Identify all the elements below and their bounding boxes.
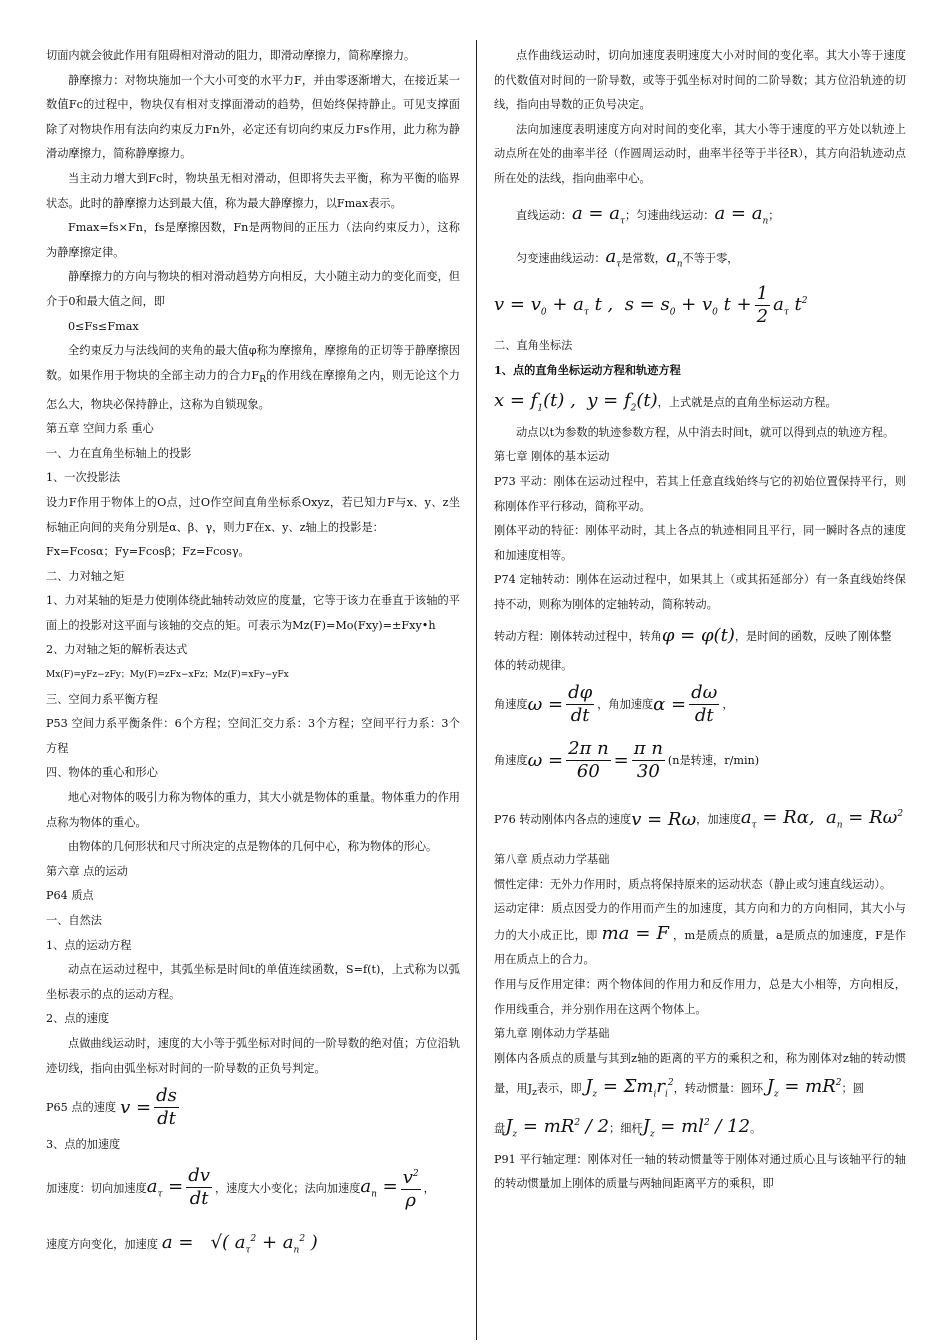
point-velocity-formula: P76 转动刚体内各点的速度 v = Rω ，加速度 $a_\tau = R\alpha$, $a_n = R\omega^2$: [494, 807, 904, 831]
paragraph: 1、力对某轴的矩是力使刚体绕此轴转动效应的度量，它等于该力在垂直于该轴的平面上的投影对这平面与该轴的交点的矩。可表示为Mz(F)=Mo(Fxy)=±Fxy•h: [46, 594, 460, 632]
formula-text: Mx(F)=yFz−zFy；My(F)=zFx−xFz；Mz(F)=xFy−yFx: [46, 670, 289, 681]
paragraph-newton: 运动定律：质点因受力的作用而产生的加速度，其方向和力的方向相同，其大小与力的大小成正比，即 ma = F ，m是质点的质量，a是质点的加速度，F是作用在质点上的合力。: [494, 902, 906, 967]
angular-speed-formula: 角速度 ω = $\frac{\text{2π n}}{60}$ = $\frac{\text{π n}}{30}$ (n是转速，r/min): [494, 737, 760, 782]
paragraph-moment-of-inertia: 刚体内各质点的质量与其到z轴的距离的平方的乘积之和，称为刚体对z轴的转动惯量，用$J_z$表示，即 $J_z = \Sigma m_ir_i^2$，转动惯量：圆环 $J_z = mR^2$；圆: [494, 1051, 906, 1101]
paragraph: 静摩擦力的方向与物块的相对滑动趋势方向相反，大小随主动力的变化而变，但介于0和最大值之间，即: [46, 270, 460, 308]
inequality: 0≤Fs≤Fmax: [68, 319, 139, 333]
column-divider: [476, 40, 477, 1340]
acceleration-formula: 加速度：切向加速度 $a_\tau$ = $\frac{dv}{dt}$ ，速度大小变化；法向加速度 $a_n$ = $\frac{v^2}{\rho}$ ，: [46, 1165, 435, 1212]
paragraph: 由物体的几何形状和尺寸所决定的点是物体的几何中心，称为物体的形心。: [68, 840, 438, 854]
paragraph: 点做曲线运动时，速度的大小等于弧坐标对时间的一阶导数的绝对值；方位沿轨迹切线，指向由弧坐标对时间的一阶导数的正负号判定。: [46, 1036, 460, 1075]
velocity-formula: P65 点的速度 v = $\frac{ds}{dt}$: [46, 1084, 177, 1129]
kinematic-equations: $v = v_0 + a_\tau$ t , $s = s_0 + v_0$ t + $\frac{1}{2}$ $a_\tau$ $t^2$: [494, 283, 808, 328]
paragraph: 地心对物体的吸引力称为物体的重力，其大小就是物体的重量。物体重力的作用点称为物体的重心。: [46, 791, 460, 829]
paragraph-rotation: P74 定轴转动：刚体在运动过程中，如果其上（或其拓延部分）有一条直线始终保持不动，则称为刚体的定轴转动，简称转动。: [494, 573, 906, 611]
paragraph: 当主动力增大到Fc时，物块虽无相对滑动，但即将失去平衡，称为平衡的临界状态。此时的静摩擦力达到最大值，称为最大静摩擦力，以Fmax表示。: [46, 171, 460, 210]
motion-types-formula: 直线运动： $a = a_\tau$ ；匀速曲线运动： $a = a_n$ ；: [516, 202, 780, 227]
angular-velocity-formula: 角速度 ω = $\frac{d\varphi}{dt}$ ，角加速度 α = $\frac{d\omega}{dt}$ ，: [494, 681, 734, 726]
section-heading: 二、直角坐标法: [494, 338, 573, 352]
chapter-heading: 第七章 刚体的基本运动: [494, 450, 610, 464]
rotation-equation: 转动方程：刚体转动过程中，转角 φ = φ(t) ，是时间的函数，反映了刚体整: [494, 625, 892, 646]
formula-text: Fx=Fcosα；Fy=Fcosβ；Fz=Fcosγ。: [46, 545, 250, 559]
section-heading: 一、自然法: [46, 914, 102, 928]
paragraph-tangential: 点作曲线运动时，切向加速度表明速度大小对时间的变化率。其大小等于速度的代数值对时间的一阶导数，或等于弧坐标对时间的二阶导数；其方位沿轨迹的切线，指向由导数的正负号决定。: [494, 49, 906, 112]
cartesian-motion-formula: $x = f_1(t)$ , $y = f_2(t)$ ，上式就是点的直角坐标运动方程。: [494, 389, 837, 414]
paragraph-action-reaction: 作用与反作用定律：两个物体间的作用力和反作用力，总是大小相等，方向相反，作用线重合，并分别作用在这两个物体上。: [494, 978, 906, 1016]
section-heading: P64 质点: [46, 889, 94, 903]
paragraph-translation: P73 平动：刚体在运动过程中，若其上任意直线始终与它的初始位置保持平行，则称刚体作平行移动，简称平动。: [494, 474, 906, 513]
paragraph-friction-law: Fmax=fs×Fn，fs是摩擦因数，Fn是两物间的正压力（法向约束反力），这称为静摩擦定律。: [46, 221, 460, 259]
left-column: [46, 44, 460, 1270]
paragraph: 体的转动规律。: [494, 658, 573, 672]
chapter-heading: 第六章 点的运动: [46, 864, 128, 878]
uniform-variable-formula: 匀变速曲线运动： $a_\tau$ 是常数， $a_n$ 不等于零，: [516, 245, 739, 270]
right-column: [494, 44, 906, 1197]
paragraph-static-friction: 静摩擦力：对物块施加一个大小可变的水平力F，并由零逐渐增大，在接近某一数值Fc的过程中，物块仅有相对支撑面滑动的趋势，但始终保持静止。可见支撑面除了对物块作用有法向约束反力Fn外，必定还有切向约束反力Fs作用，此力称为静滑动摩擦力，简称静摩擦力。: [46, 73, 460, 161]
paragraph: 刚体平动的特征：刚体平动时，其上各点的轨迹相同且平行，同一瞬时各点的速度和加速度相等。: [494, 524, 906, 562]
subsection-heading: 2、点的速度: [46, 1012, 110, 1026]
chapter-heading: 第五章 空间力系 重心: [46, 422, 154, 436]
paragraph: 动点以t为参数的轨迹参数方程，从中消去时间t，就可以得到点的轨迹方程。: [516, 425, 895, 439]
paragraph: 2、力对轴之矩的解析表达式: [46, 643, 188, 657]
paragraph: 动点在运动过程中，其弧坐标是时间t的单值连续函数，S=f(t)，上式称为以弧坐标表示的点的运动方程。: [46, 963, 460, 1001]
subsection-heading: 1、点的运动方程: [46, 938, 132, 952]
section-heading: 三、空间力系平衡方程: [46, 692, 158, 706]
section-heading: 二、力对轴之矩: [46, 569, 125, 583]
paragraph-normal: 法向加速度表明速度方向对时间的变化率，其大小等于速度的平方处以轨迹上动点所在处的曲率半径（作圆周运动时，曲率半径等于半径R），其方向沿轨迹动点所在处的法线，指向曲率中心。: [494, 122, 906, 185]
disk-rod-formula: 盘 $J_z = mR^2 / 2$ ；细杆 $J_z = ml^2 / 12$ 。: [494, 1115, 762, 1140]
paragraph: 设力F作用于物体上的O点，过O作空间直角坐标系Oxyz，若已知力F与x、y、z坐标轴正向间的夹角分别是α、β、γ，则力F在x、y、z轴上的投影是：: [46, 495, 460, 534]
subsection-heading: 3、点的加速度: [46, 1138, 121, 1152]
paragraph: P53 空间力系平衡条件：6个方程；空间汇交力系：3个方程；空间平行力系：3个方程: [46, 717, 460, 755]
subsection-heading: 1、一次投影法: [46, 471, 121, 485]
chapter-heading: 第九章 刚体动力学基础: [494, 1027, 610, 1041]
section-heading: 一、力在直角坐标轴上的投影: [46, 446, 192, 460]
section-heading: 四、物体的重心和形心: [46, 766, 158, 780]
paragraph-parallel-axis: P91 平行轴定理：刚体对任一轴的转动惯量等于刚体对通过质心且与该轴平行的轴的转动惯量加上刚体的质量与两轴间距离平方的乘积，即: [494, 1152, 906, 1191]
total-acceleration-formula: 速度方向变化，加速度 a = √( $a_\tau^2 + a_n^2$ ): [46, 1231, 318, 1256]
paragraph-friction-angle: 全约束反力与法线间的夹角的最大值φ称为摩擦角，摩擦角的正切等于静摩擦因数。如果作用于物块的全部主动力的合力$F_R$的作用线在摩擦角之内，则无论这个力怎么大，物块必保持静止，这称为自锁现象。: [46, 344, 460, 411]
chapter-heading: 第八章 质点动力学基础: [494, 853, 610, 867]
paragraph-inertia: 惯性定律：无外力作用时，质点将保持原来的运动状态（静止或匀速直线运动）。: [494, 877, 892, 891]
paragraph: 切面内就会彼此作用有阻碍相对滑动的阻力，即滑动摩擦力，简称摩擦力。: [46, 49, 416, 62]
subsection-heading: 1、点的直角坐标运动方程和轨迹方程: [494, 363, 681, 378]
